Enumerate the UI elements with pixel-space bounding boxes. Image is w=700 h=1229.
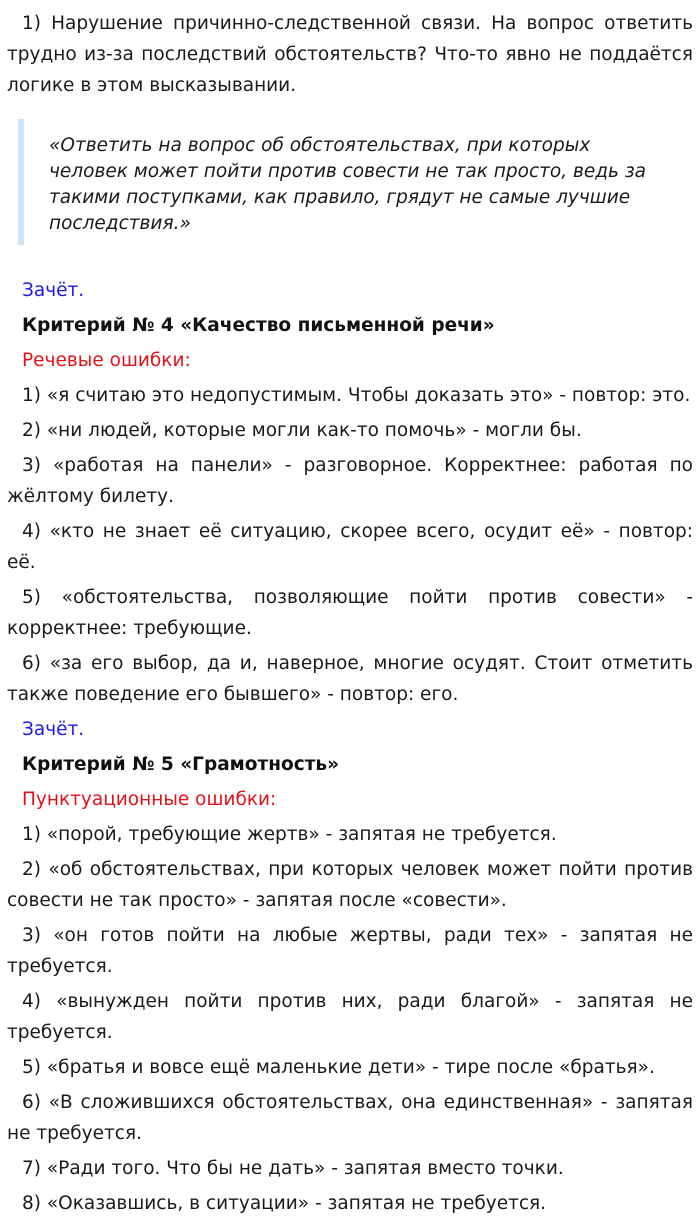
list-item: 4) «вынужден пойти против них, ради благой» - запятая не требуется. xyxy=(7,991,693,1043)
speech-errors-list xyxy=(7,378,693,712)
list-item: 1) «порой, требующие жертв» - запятая не требуется. xyxy=(22,824,557,845)
zachet-label: Зачёт. xyxy=(22,719,85,740)
list-item: 2) «ни людей, которые могли как-то помочь» - могли бы. xyxy=(22,420,582,441)
intro-paragraph: 1) Нарушение причинно-следственной связи. На вопрос ответить трудно из-за последствий обстоятельств? Что-то явно не поддаётся логике в этом высказывании. xyxy=(7,13,693,96)
punctuation-errors-list xyxy=(7,817,693,1221)
list-item: 4) «кто не знает её ситуацию, скорее всего, осудит её» - повтор: её. xyxy=(7,521,693,573)
criterion-5-title: Критерий № 5 «Грамотность» xyxy=(22,754,340,775)
list-item: 6) «за его выбор, да и, наверное, многие осудят. Стоит отметить также поведение его бывшего» - повтор: его. xyxy=(7,653,693,705)
document-page xyxy=(0,8,693,1221)
list-item: 5) «обстоятельства, позволяющие пойти против совести» - корректнее: требующие. xyxy=(7,587,693,639)
list-item: 1) «я считаю это недопустимым. Чтобы доказать это» - повтор: это. xyxy=(22,385,691,406)
quote-block: «Ответить на вопрос об обстоятельствах, при которых человек может пойти против совести не так просто, ведь за такими поступками, как правило, грядут не самые лучшие последствия.» xyxy=(18,119,669,245)
punctuation-errors-title: Пунктуационные ошибки: xyxy=(22,789,277,810)
speech-errors-title: Речевые ошибки: xyxy=(22,350,191,371)
list-item: 2) «об обстоятельствах, при которых человек может пойти против совести не так просто» - запятая после «совести». xyxy=(7,859,693,911)
list-item: 8) «Оказавшись, в ситуации» - запятая не требуется. xyxy=(22,1193,547,1214)
list-item: 3) «он готов пойти на любые жертвы, ради тех» - запятая не требуется. xyxy=(7,925,693,977)
zachet-label: Зачёт. xyxy=(22,280,85,301)
list-item: 7) «Ради того. Что бы не дать» - запятая вместо точки. xyxy=(22,1158,564,1179)
list-item: 3) «работая на панели» - разговорное. Корректнее: работая по жёлтому билету. xyxy=(7,455,693,507)
list-item: 5) «братья и вовсе ещё маленькие дети» - тире после «братья». xyxy=(22,1057,655,1078)
criterion-4-title: Критерий № 4 «Качество письменной речи» xyxy=(22,315,495,336)
list-item: 6) «В сложившихся обстоятельствах, она единственная» - запятая не требуется. xyxy=(7,1092,693,1144)
